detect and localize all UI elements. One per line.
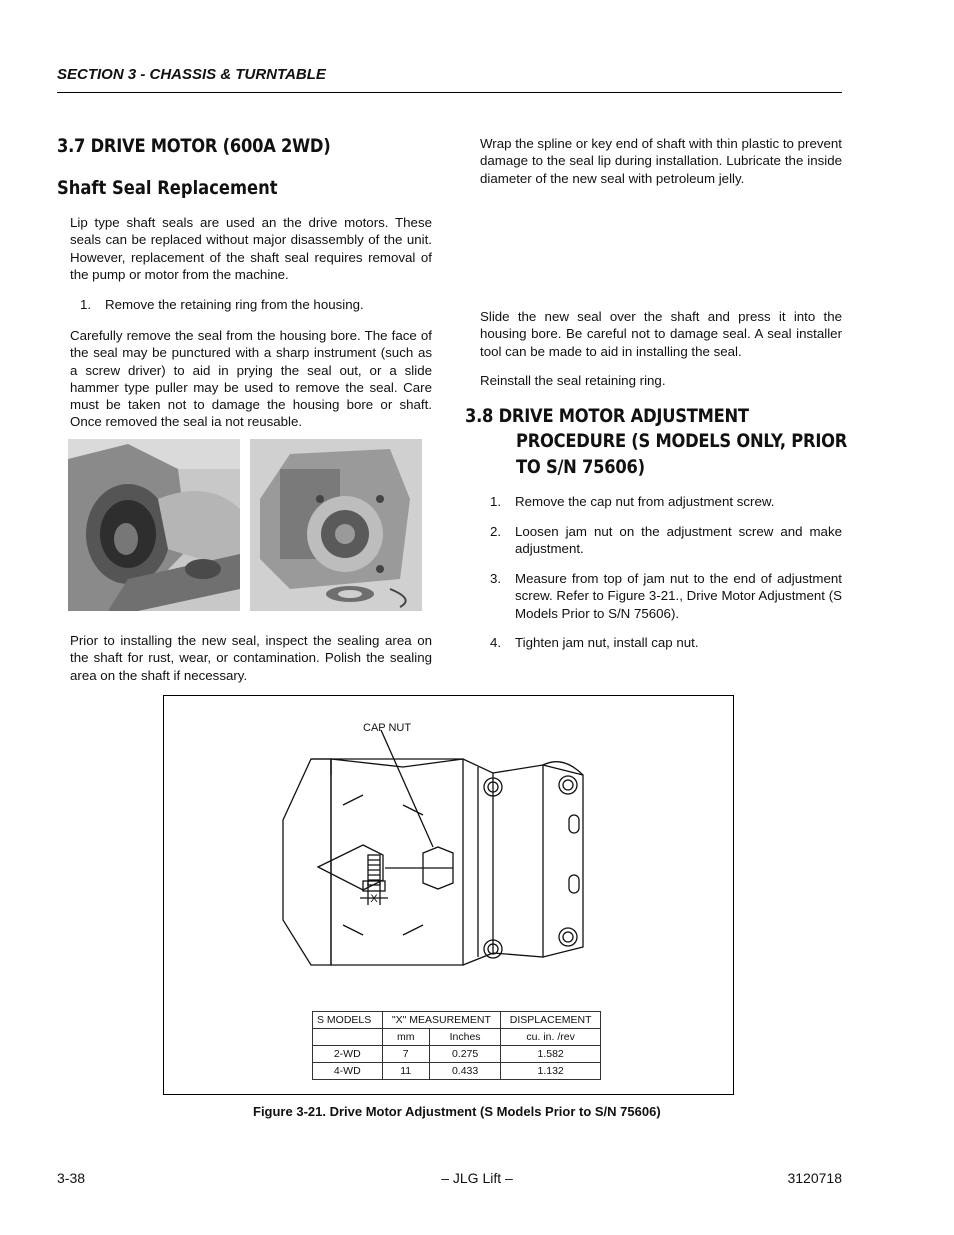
step-3	[490, 570, 842, 622]
step-text: Tighten jam nut, install cap nut.	[515, 635, 699, 650]
paragraph-lip-seals: Lip type shaft seals are used an the drive motors. These seals can be replaced without major disassembly of the unit. However, replacement of the shaft seal requires removal of the pump or motor from the machine.	[70, 215, 432, 282]
page-number: 3-38	[57, 1170, 86, 1186]
step-number: 1.	[490, 494, 502, 509]
step-number: 2.	[490, 524, 502, 539]
table-header-cell: "X" MEASUREMENT	[382, 1012, 501, 1029]
step-2	[490, 523, 842, 558]
step-text: Remove the retaining ring from the housing.	[105, 297, 364, 312]
table-units-row	[313, 1029, 601, 1046]
step-remove-ring	[80, 296, 432, 313]
step-text: Loosen jam nut on the adjustment screw and make adjustment.	[515, 524, 842, 557]
table-row	[313, 1046, 601, 1063]
table-cell: 2-WD	[313, 1046, 383, 1063]
figure-caption: Figure 3-21. Drive Motor Adjustment (S Models Prior to S/N 75606)	[253, 1104, 661, 1119]
paragraph-slide-seal: Slide the new seal over the shaft and press it into the housing bore. Be careful not to damage seal. A seal installer tool can be made to aid in installing the seal.	[480, 309, 842, 359]
photo-seal-removal	[68, 439, 240, 611]
heading-3-8-line1: 3.8 DRIVE MOTOR ADJUSTMENT	[465, 405, 749, 427]
table-cell: 0.433	[429, 1063, 500, 1080]
photo-motor-and-seal	[250, 439, 422, 611]
table-cell: 1.132	[501, 1063, 601, 1080]
table-cell: cu. in. /rev	[501, 1029, 601, 1046]
table-cell: 7	[382, 1046, 429, 1063]
x-dimension-label: X	[370, 893, 378, 905]
step-4	[490, 634, 842, 651]
table-header-cell: S MODELS	[313, 1012, 383, 1029]
step-text: Remove the cap nut from adjustment screw.	[515, 494, 775, 509]
table-row	[313, 1063, 601, 1080]
heading-3-7: 3.7 DRIVE MOTOR (600A 2WD)	[57, 135, 331, 157]
footer-brand: – JLG Lift –	[441, 1170, 513, 1186]
step-number: 3.	[490, 571, 502, 586]
table-cell: Inches	[429, 1029, 500, 1046]
header-divider	[57, 92, 842, 93]
cap-nut-label: CAP NUT	[363, 722, 412, 734]
table-cell	[313, 1029, 383, 1046]
document-number: 3120718	[787, 1170, 842, 1186]
paragraph-inspect-shaft: Prior to installing the new seal, inspect the sealing area on the shaft for rust, wear, or contamination. Polish the sealing area on the shaft if necessary.	[70, 633, 432, 683]
paragraph-wrap-spline: Wrap the spline or key end of shaft with thin plastic to prevent damage to the seal lip during installation. Lubricate the inside diameter of the new seal with petroleum jelly.	[480, 136, 842, 186]
step-1	[490, 493, 842, 510]
section-header: SECTION 3 - CHASSIS & TURNTABLE	[57, 66, 326, 83]
table-cell: 1.582	[501, 1046, 601, 1063]
table-cell: 11	[382, 1063, 429, 1080]
heading-3-8-line2: PROCEDURE (S MODELS ONLY, PRIOR	[516, 430, 848, 452]
heading-shaft-seal: Shaft Seal Replacement	[57, 177, 278, 199]
measurement-table	[312, 1011, 601, 1080]
table-header-row	[313, 1012, 601, 1029]
paragraph-reinstall-ring: Reinstall the seal retaining ring.	[480, 373, 666, 388]
table-header-cell: DISPLACEMENT	[501, 1012, 601, 1029]
table-cell: 0.275	[429, 1046, 500, 1063]
heading-3-8-line3: TO S/N 75606)	[516, 456, 645, 478]
table-cell: 4-WD	[313, 1063, 383, 1080]
step-text: Measure from top of jam nut to the end of adjustment screw. Refer to Figure 3-21., Drive Motor Adjustment (S Models Prior to S/N 75606).	[515, 571, 842, 621]
step-number: 1.	[80, 297, 92, 312]
table-cell: mm	[382, 1029, 429, 1046]
paragraph-remove-seal: Carefully remove the seal from the housing bore. The face of the seal may be punctured with a sharp instrument (such as a screw driver) to aid in prying the seal out, or a slide hammer type puller may be used to remove the seal. Care must be taken not to damage the housing bore or shaft. Once removed the seal ia not reusable.	[70, 328, 432, 430]
step-number: 4.	[490, 635, 502, 650]
